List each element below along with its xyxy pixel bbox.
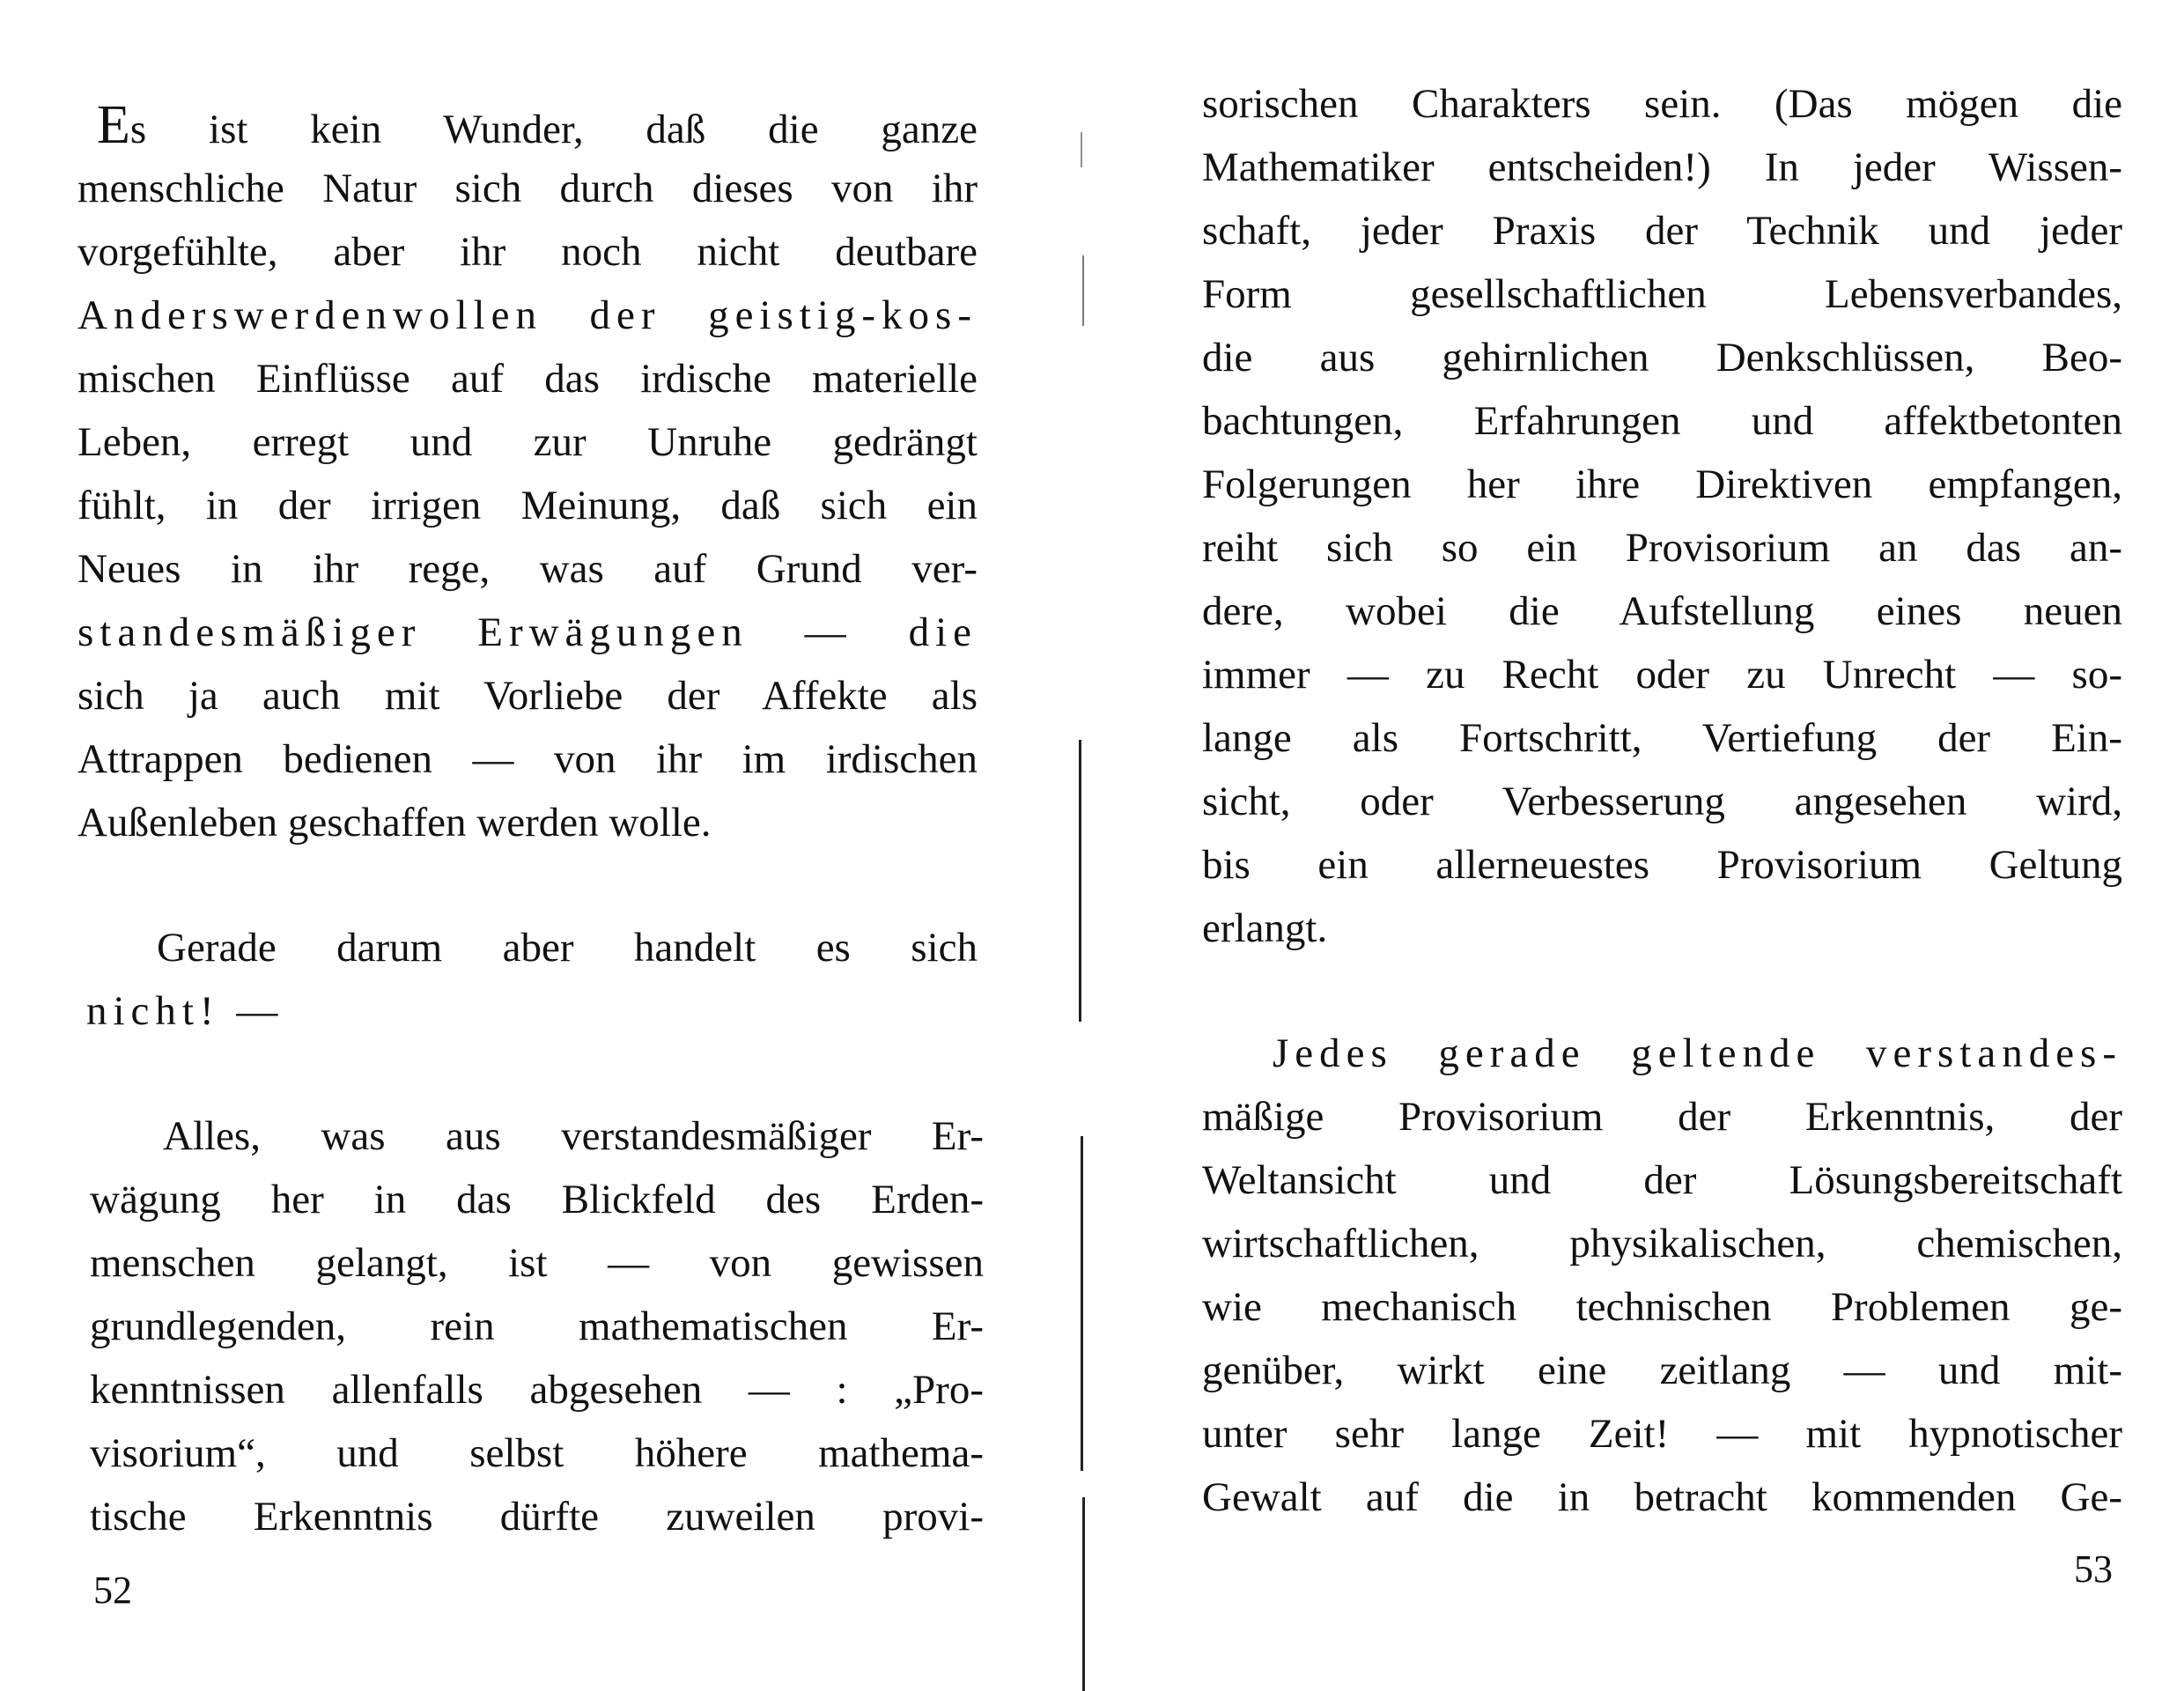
text-line: Attrappen bedienen — von ihr im irdischen — [77, 736, 978, 782]
text-line: tische Erkenntnis dürfte zuweilen provi- — [90, 1494, 984, 1540]
drop-cap: E — [97, 95, 130, 155]
text-line: Jedes gerade geltende verstandes- — [1273, 1030, 2122, 1076]
text-line: wie mechanisch technischen Problemen ge- — [1202, 1284, 2122, 1330]
text-line: standesmäßiger Erwägungen — die — [77, 609, 978, 655]
text-line: genüber, wirkt eine zeitlang — und mit- — [1202, 1348, 2122, 1393]
text-line: Mathematiker entscheiden!) In jeder Wissen- — [1202, 144, 2122, 190]
page-number: 53 — [2074, 1547, 2113, 1591]
text-line: menschliche Natur sich durch dieses von ihr — [77, 166, 978, 211]
text-line: Außenleben geschaffen werden wolle. — [77, 800, 712, 846]
text-line: visorium“, und selbst höhere mathema- — [90, 1430, 984, 1476]
text-line: sicht, oder Verbesserung angesehen wird, — [1202, 779, 2122, 824]
text-line: mäßige Provisorium der Erkenntnis, der — [1202, 1094, 2122, 1140]
text-line-rest: s ist kein Wunder, daß die ganze — [129, 107, 978, 152]
text-line: erlangt. — [1202, 905, 1328, 951]
text-line: sorischen Charakters sein. (Das mögen die — [1202, 81, 2122, 127]
text-line: sich ja auch mit Vorliebe der Affekte als — [77, 673, 978, 719]
text-line: mischen Einflüsse auf das irdische materielle — [77, 356, 978, 402]
text-line: Anderswerdenwollen der geistig-kos- — [77, 292, 978, 338]
text-line: Gerade darum aber handelt es sich — [157, 925, 978, 971]
text-line: Neues in ihr rege, was auf Grund ver- — [77, 546, 978, 592]
text-line: lange als Fortschritt, Vertiefung der Ein- — [1202, 715, 2122, 761]
text-line: grundlegenden, rein mathematischen Er- — [90, 1303, 984, 1349]
text-line: die aus gehirnlichen Denkschlüssen, Beo- — [1202, 335, 2122, 380]
text-line: Folgerungen her ihre Direktiven empfangen, — [1202, 462, 2122, 507]
text-line: menschen gelangt, ist — von gewissen — [90, 1240, 984, 1286]
text-line: fühlt, in der irrigen Meinung, daß sich ein — [77, 483, 978, 528]
text-line: reiht sich so ein Provisorium an das an- — [1202, 525, 2122, 571]
left-page — [0, 0, 1083, 1691]
page-number: 52 — [93, 1569, 132, 1612]
text-line: Gewalt auf die in betracht kommenden Ge- — [1202, 1474, 2122, 1520]
text-line: Weltansicht und der Lösungsbereitschaft — [1202, 1157, 2122, 1203]
text-line: Leben, erregt und zur Unruhe gedrängt — [77, 419, 978, 465]
text-line: vorgefühlte, aber ihr noch nicht deutbare — [77, 229, 978, 275]
right-page — [1083, 0, 2184, 1691]
text-line: bachtungen, Erfahrungen und affektbetonten — [1202, 398, 2122, 444]
text-line: wirtschaftlichen, physikalischen, chemischen, — [1202, 1221, 2122, 1266]
text-line: schaft, jeder Praxis der Technik und jeder — [1202, 208, 2122, 254]
text-line: kenntnissen allenfalls abgesehen — : „Pro- — [90, 1367, 984, 1413]
text-line: bis ein allerneuestes Provisorium Geltung — [1202, 842, 2122, 888]
text-line — [97, 93, 978, 157]
text-line: nicht! — — [86, 988, 284, 1034]
text-line: unter sehr lange Zeit! — mit hypnotischer — [1202, 1411, 2122, 1457]
text-line: Form gesellschaftlichen Lebensverbandes, — [1202, 271, 2122, 317]
text-line: dere, wobei die Aufstellung eines neuen — [1202, 588, 2122, 634]
text-line: Alles, was aus verstandesmäßiger Er- — [163, 1113, 984, 1159]
text-line: immer — zu Recht oder zu Unrecht — so- — [1202, 652, 2122, 698]
text-line: wägung her in das Blickfeld des Erden- — [90, 1177, 984, 1222]
